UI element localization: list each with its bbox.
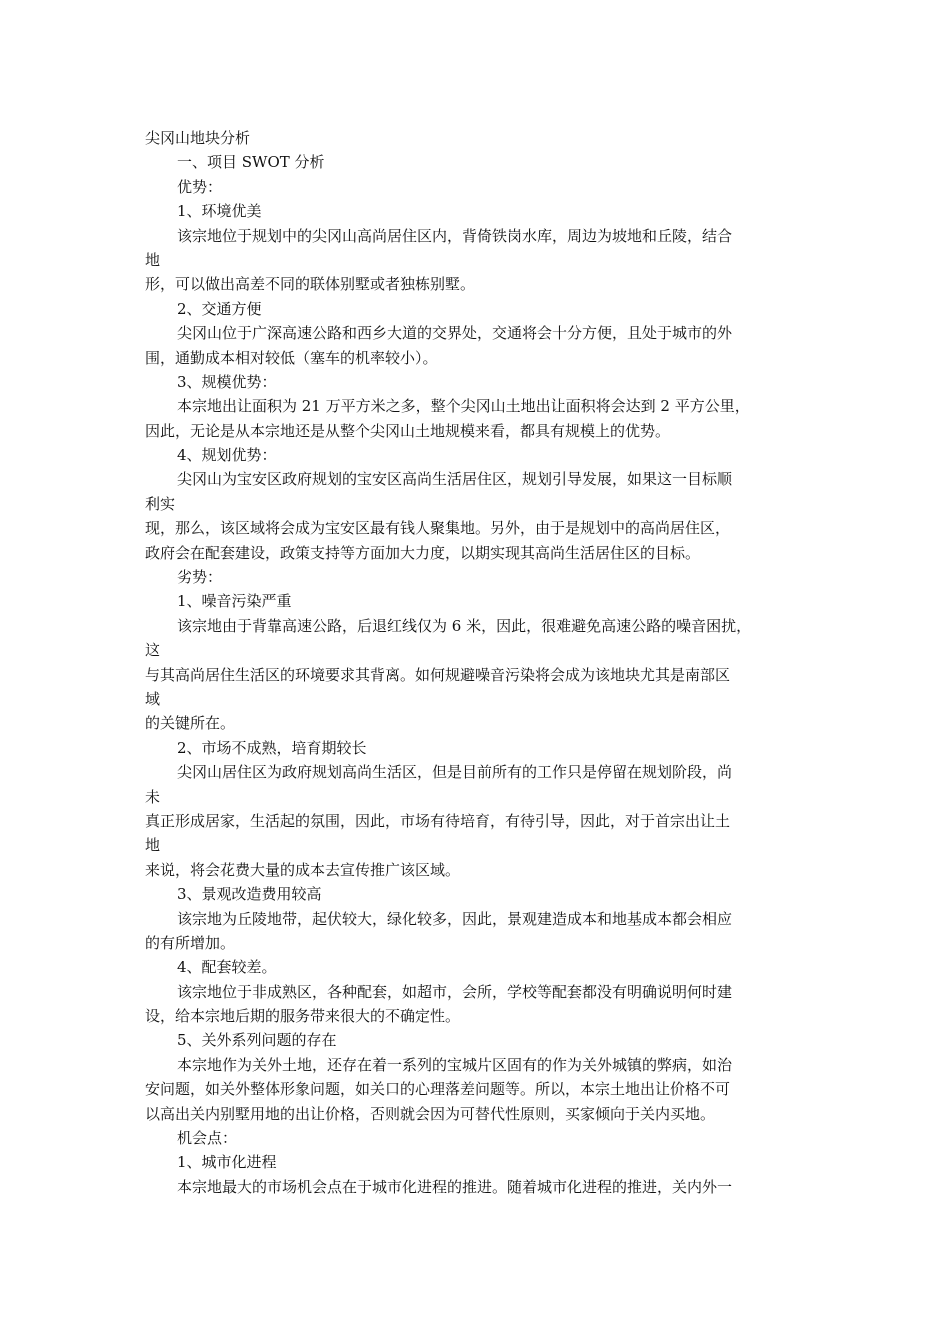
- document-title: 尖冈山地块分析: [145, 129, 251, 147]
- text-line: 设，给本宗地后期的服务带来很大的不确定性。: [145, 1007, 461, 1026]
- text-line: 尖冈山居住区为政府规划高尚生活区，但是目前所有的工作只是停留在规划阶段，尚: [177, 763, 733, 782]
- text-line: 现，那么，该区域将会成为宝安区最有钱人聚集地。另外，由于是规划中的高尚居住区，: [145, 519, 731, 538]
- text-line: 地: [145, 250, 161, 269]
- text-line: 域: [145, 689, 161, 708]
- text-line: 地: [145, 836, 161, 855]
- text-line: 3、规模优势：: [177, 372, 277, 391]
- text-line: 该宗地由于背靠高速公路，后退红线仅为 6 米，因此，很难避免高速公路的噪音困扰，: [177, 616, 752, 635]
- text-line: 尖冈山为宝安区政府规划的宝安区高尚生活居住区，规划引导发展，如果这一目标顺: [177, 470, 733, 489]
- text-line: 2、市场不成熟，培育期较长: [177, 738, 367, 757]
- text-line: 1、城市化进程: [177, 1153, 277, 1172]
- document-body: [145, 126, 815, 1199]
- text-line: 2、交通方便: [177, 299, 262, 318]
- text-line: 该宗地位于规划中的尖冈山高尚居住区内，背倚铁岗水库，周边为坡地和丘陵，结合: [177, 226, 733, 245]
- text-line: 的关键所在。: [145, 714, 236, 733]
- text-line: 5、关外系列问题的存在: [177, 1031, 337, 1050]
- text-line: 这: [145, 641, 161, 660]
- text-line: 来说，将会花费大量的成本去宣传推广该区域。: [145, 860, 461, 879]
- text-line: 机会点：: [177, 1129, 238, 1148]
- text-line: 与其高尚居住生活区的环境要求其背离。如何规避噪音污染将会成为该地块尤其是南部区: [145, 665, 731, 684]
- text-line: 因此，无论是从本宗地还是从整个尖冈山土地规模来看，都具有规模上的优势。: [145, 421, 671, 440]
- text-line: 4、规划优势：: [177, 446, 277, 465]
- text-line: 3、景观改造费用较高: [177, 885, 322, 904]
- document-lines: [145, 150, 815, 1199]
- text-line: 1、噪音污染严重: [177, 592, 292, 611]
- text-line: 围，通勤成本相对较低（塞车的机率较小）。: [145, 348, 438, 367]
- text-line: 劣势：: [177, 568, 223, 587]
- text-line: 以高出关内别墅用地的出让价格，否则就会因为可替代性原则，买家倾向于关内买地。: [145, 1104, 716, 1123]
- text-line: 未: [145, 787, 161, 806]
- text-line: 4、配套较差。: [177, 958, 277, 977]
- text-line: 利实: [145, 494, 176, 513]
- text-line: 1、环境优美: [177, 202, 262, 221]
- text-line: 本宗地作为关外土地，还存在着一系列的宝城片区固有的作为关外城镇的弊病，如治: [177, 1055, 733, 1074]
- text-line: 安问题，如关外整体形象问题，如关口的心理落差问题等。所以，本宗土地出让价格不可: [145, 1080, 731, 1099]
- text-line: 政府会在配套建设，政策支持等方面加大力度，以期实现其高尚生活居住区的目标。: [145, 543, 701, 562]
- text-line: 该宗地为丘陵地带，起伏较大，绿化较多，因此，景观建造成本和地基成本都会相应: [177, 909, 733, 928]
- text-line: 优势：: [177, 177, 223, 196]
- text-line: 本宗地最大的市场机会点在于城市化进程的推进。随着城市化进程的推进，关内外一: [177, 1177, 733, 1196]
- text-line: 真正形成居家，生活起的氛围，因此，市场有待培育，有待引导，因此，对于首宗出让土: [145, 811, 731, 830]
- text-line: 尖冈山位于广深高速公路和西乡大道的交界处，交通将会十分方便，且处于城市的外: [177, 324, 733, 343]
- text-line: 该宗地位于非成熟区，各种配套，如超市，会所，学校等配套都没有明确说明何时建: [177, 982, 733, 1001]
- text-line: 的有所增加。: [145, 933, 236, 952]
- text-line: 一、项目 SWOT 分析: [177, 153, 325, 172]
- text-line: 形，可以做出高差不同的联体别墅或者独栋别墅。: [145, 275, 476, 294]
- text-line: 本宗地出让面积为 21 万平方米之多，整个尖冈山土地出让面积将会达到 2 平方公里，: [177, 397, 750, 416]
